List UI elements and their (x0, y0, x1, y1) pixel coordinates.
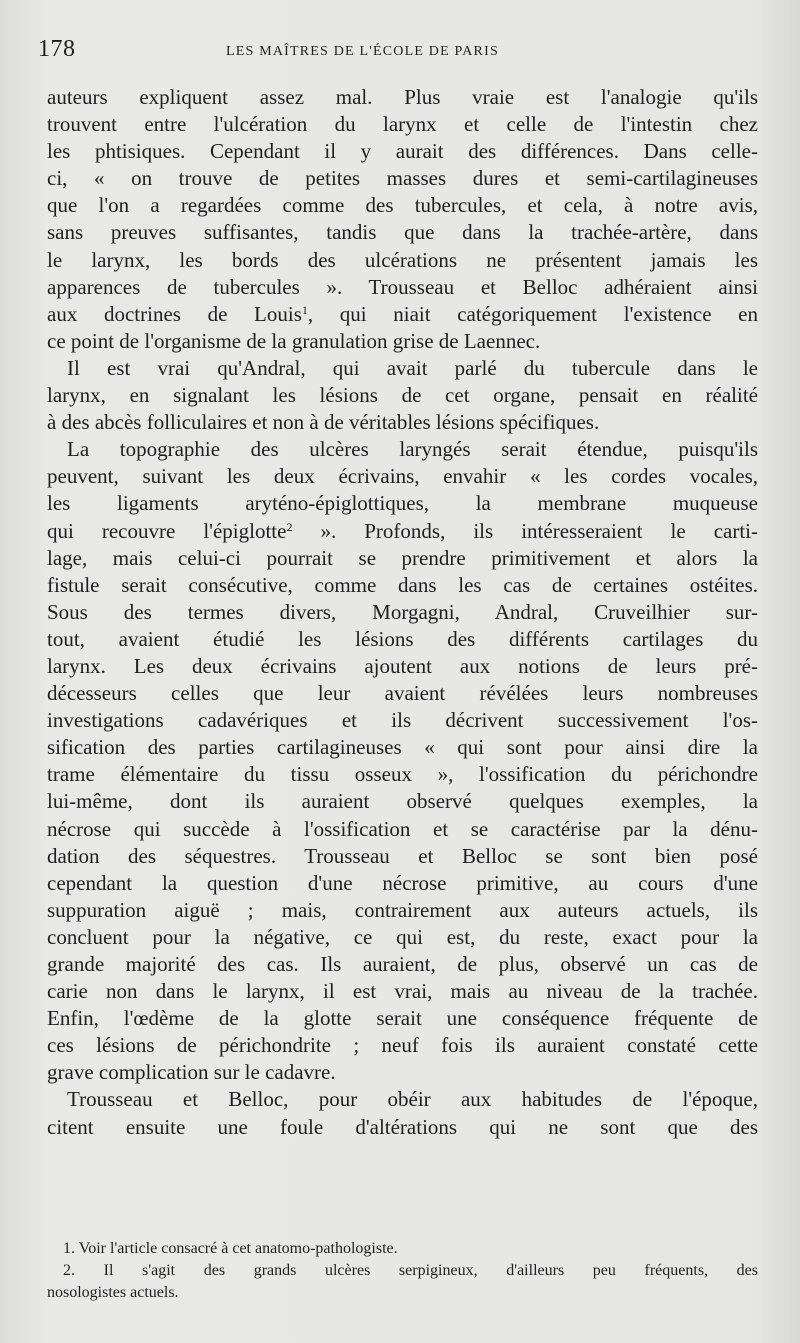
text-line: Sous des termes divers, Morgagni, Andral, Cruveilhier sur- (47, 599, 758, 624)
paragraph-4 (47, 1086, 758, 1140)
text-line: larynx, en signalant les lésions de cet organe, pensait en réalité (47, 383, 758, 408)
footnote-2-continuation: nosologistes actuels. (47, 1284, 179, 1301)
page-header (38, 36, 758, 64)
text-line: cependant la question d'une nécrose primitive, au cours d'une (47, 870, 758, 895)
text-line: larynx. Les deux écrivains ajoutent aux notions de leurs pré- (47, 653, 758, 678)
text-line: suppuration aiguë ; mais, contrairement aux auteurs actuels, ils (47, 897, 758, 922)
text-line: Enfin, l'œdème de la glotte serait une conséquence fréquente de (47, 1006, 758, 1031)
text-line: les phtisiques. Cependant il y aurait des différences. Dans celle- (47, 139, 758, 164)
text-line: nécrose qui succède à l'ossification et se caractérise par la dénu- (47, 816, 758, 841)
text-fragment: ». Profonds, ils intéresseraient le carti- (292, 518, 758, 543)
footnote-1: 1. Voir l'article consacré à cet anatomo-pathologiste. (63, 1240, 398, 1257)
text-line: tout, avaient étudié les lésions des différents cartilages du (47, 626, 758, 651)
text-fragment: , qui niait catégoriquement l'existence en (307, 301, 758, 326)
text-line: décesseurs celles que leur avaient révélées leurs nombreuses (47, 681, 758, 706)
text-line: sans preuves suffisantes, tandis que dans la trachée-artère, dans (47, 220, 758, 245)
text-line: ce point de l'organisme de la granulation grise de Laennec. (47, 328, 541, 353)
paragraph-2 (47, 355, 758, 436)
text-line: carie non dans le larynx, il est vrai, mais au niveau de la trachée. (47, 979, 758, 1004)
body-text (47, 84, 758, 1141)
footnote-ref-2[interactable]: 2 (286, 519, 293, 534)
text-line: que l'on a regardées comme des tubercules, et cela, à notre avis, (47, 193, 758, 218)
footnote-2: 2. Il s'agit des grands ulcères serpigineux, d'ailleurs peu fréquents, des (63, 1262, 758, 1279)
text-fragment: aux doctrines de Louis (47, 301, 302, 326)
text-line: investigations cadavériques et ils décrivent successivement l'os- (47, 708, 758, 733)
text-line: citent ensuite une foule d'altérations qui ne sont que des (47, 1114, 758, 1139)
text-line: ces lésions de périchondrite ; neuf fois ils auraient constaté cette (47, 1033, 758, 1058)
text-line: apparences de tubercules ». Trousseau et Belloc adhéraient ainsi (47, 274, 758, 299)
page-number: 178 (38, 36, 76, 62)
text-line: les ligaments aryténo-épiglottiques, la membrane muqueuse (47, 491, 758, 516)
text-fragment: qui recouvre l'épiglotte (47, 518, 287, 543)
text-line-with-footnote-ref (47, 518, 758, 545)
text-line: grave complication sur le cadavre. (47, 1060, 336, 1085)
text-line: concluent pour la négative, ce qui est, du reste, exact pour la (47, 924, 758, 949)
text-line: fistule serait consécutive, comme dans les cas de certaines ostéites. (47, 572, 758, 597)
paragraph-1 (47, 84, 758, 355)
text-line: ci, « on trouve de petites masses dures et semi-cartilagineuses (47, 166, 758, 191)
text-line-with-footnote-ref (47, 301, 758, 328)
text-line: trouvent entre l'ulcération du larynx et celle de l'intestin chez (47, 112, 758, 137)
text-line: lui-même, dont ils auraient observé quelques exemples, la (47, 789, 758, 814)
footnotes (47, 1238, 758, 1304)
text-line: auteurs expliquent assez mal. Plus vraie est l'analogie qu'ils (47, 85, 758, 109)
text-line: trame élémentaire du tissu osseux », l'ossification du périchondre (47, 762, 758, 787)
paragraph-3 (47, 436, 758, 1086)
running-title: LES MAÎTRES DE L'ÉCOLE DE PARIS (226, 44, 499, 59)
text-line: dation des séquestres. Trousseau et Belloc se sont bien posé (47, 843, 758, 868)
text-line: le larynx, les bords des ulcérations ne présentent jamais les (47, 247, 758, 272)
text-line: grande majorité des cas. Ils auraient, de plus, observé un cas de (47, 952, 758, 976)
footnote-ref-1[interactable]: 1 (301, 302, 308, 317)
text-line: La topographie des ulcères laryngés serait étendue, puisqu'ils (67, 437, 758, 462)
text-line: Trousseau et Belloc, pour obéir aux habitudes de l'époque, (67, 1087, 758, 1112)
text-line: Il est vrai qu'Andral, qui avait parlé du tubercule dans le (67, 355, 758, 380)
text-line: à des abcès folliculaires et non à de véritables lésions spécifiques. (47, 410, 600, 435)
text-line: peuvent, suivant les deux écrivains, envahir « les cordes vocales, (47, 464, 758, 489)
text-line: lage, mais celui-ci pourrait se prendre primitivement et alors la (47, 545, 758, 570)
text-line: sification des parties cartilagineuses « qui sont pour ainsi dire la (47, 735, 758, 760)
